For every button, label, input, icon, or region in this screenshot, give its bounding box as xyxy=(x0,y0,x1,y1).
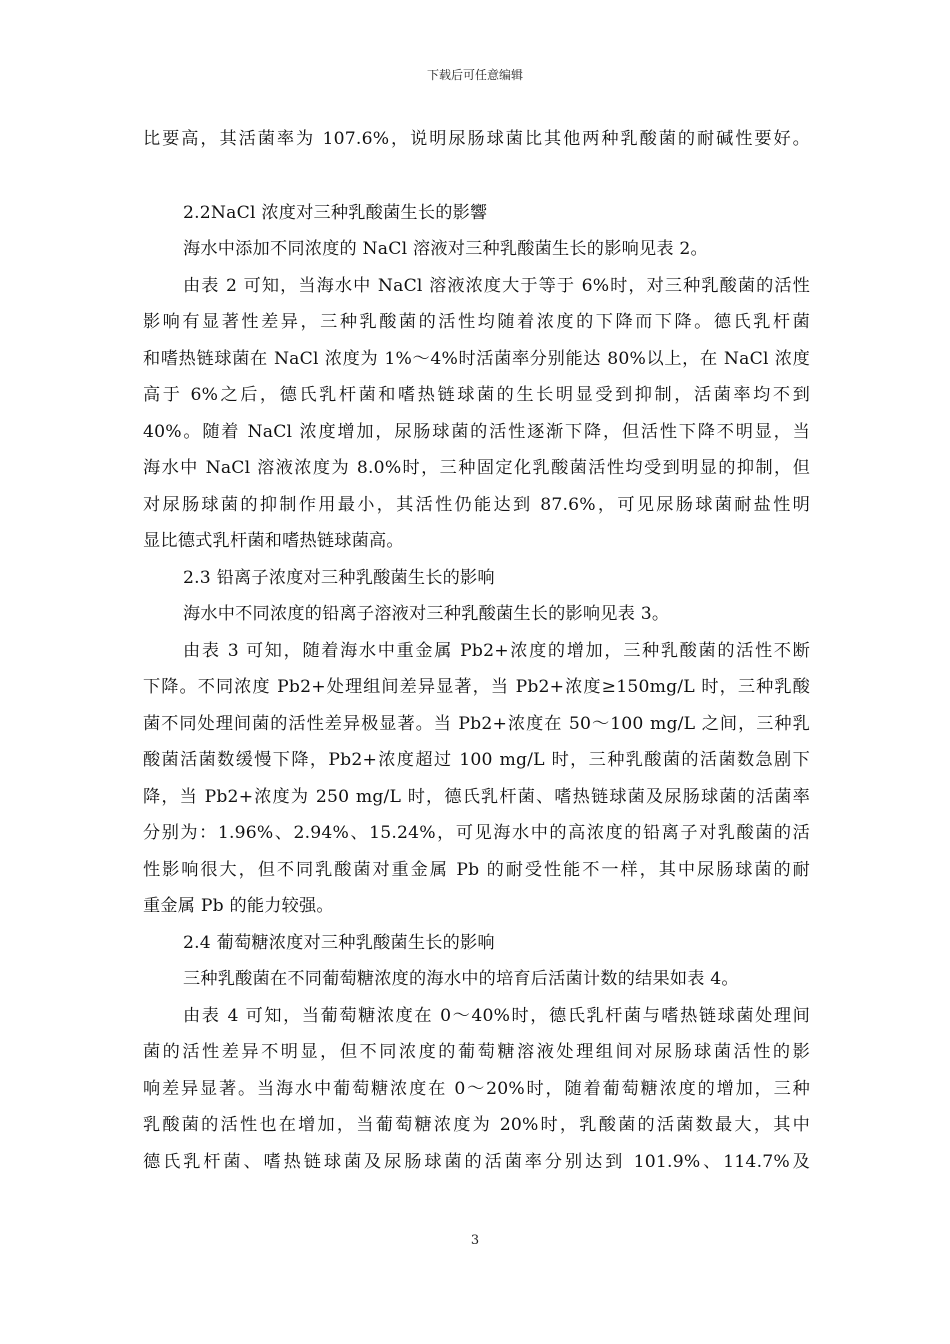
text-line: 菌不同处理间菌的活性差异极显著。当 Pb2+浓度在 50～100 mg/L 之间，三种乳 xyxy=(143,713,810,734)
paragraph xyxy=(143,121,810,158)
text-line: 影响有显著性差异，三种乳酸菌的活性均随着浓度的下降而下降。德氏乳杆菌 xyxy=(143,312,810,332)
paragraph xyxy=(143,231,810,268)
section-heading xyxy=(143,925,810,962)
text-line: 和嗜热链球菌在 NaCl 浓度为 1%～4%时活菌率分别能达 80%以上，在 NaCl 浓度 xyxy=(143,348,810,369)
section-heading xyxy=(143,560,810,597)
text-line: 对尿肠球菌的抑制作用最小，其活性仍能达到 87.6%，可见尿肠球菌耐盐性明 xyxy=(143,494,810,515)
page-number: 3 xyxy=(470,1233,480,1248)
text-line: 乳酸菌的活性也在增加，当葡萄糖浓度为 20%时，乳酸菌的活菌数最大，其中 xyxy=(143,1115,810,1135)
text-line: 菌的活性差异不明显，但不同浓度的葡萄糖溶液处理组间对尿肠球菌活性的影 xyxy=(143,1042,810,1062)
text-line: 由表 2 可知，当海水中 NaCl 溶液浓度大于等于 6%时，对三种乳酸菌的活性 xyxy=(183,275,810,296)
paragraph xyxy=(143,633,810,925)
text-line: 2.3 铅离子浓度对三种乳酸菌生长的影响 xyxy=(183,567,495,588)
paragraph xyxy=(143,961,810,998)
text-line: 2.4 葡萄糖浓度对三种乳酸菌生长的影响 xyxy=(183,932,495,953)
text-line: 海水中添加不同浓度的 NaCl 溶液对三种乳酸菌生长的影响见表 2。 xyxy=(183,239,708,259)
section-heading xyxy=(143,195,810,232)
text-line: 由表 4 可知，当葡萄糖浓度在 0～40%时，德氏乳杆菌与嗜热链球菌处理间 xyxy=(183,1005,810,1026)
text-line: 重金属 Pb 的能力较强。 xyxy=(143,896,334,916)
text-line: 下降。不同浓度 Pb2+处理组间差异显著，当 Pb2+浓度≥150mg/L 时，三种乳酸 xyxy=(143,677,810,697)
text-line: 海水中不同浓度的铅离子溶液对三种乳酸菌生长的影响见表 3。 xyxy=(183,604,670,624)
text-line: 分别为：1.96%、2.94%、15.24%，可见海水中的高浓度的铅离子对乳酸菌的活 xyxy=(143,823,810,843)
text-line: 比要高，其活菌率为 107.6%，说明尿肠球菌比其他两种乳酸菌的耐碱性要好。 xyxy=(143,129,810,149)
text-line: 2.2NaCl 浓度对三种乳酸菌生长的影響 xyxy=(183,202,488,223)
text-line: 40%。随着 NaCl 浓度增加，尿肠球菌的活性逐渐下降，但活性下降不明显，当 xyxy=(143,421,810,442)
paragraph xyxy=(143,268,810,560)
page-header: 下载后可任意编辑 xyxy=(426,68,523,82)
document-body xyxy=(143,121,810,1180)
text-line: 由表 3 可知，随着海水中重金属 Pb2+浓度的增加，三种乳酸菌的活性不断 xyxy=(183,640,810,661)
text-line: 酸菌活菌数缓慢下降，Pb2+浓度超过 100 mg/L 时，三种乳酸菌的活菌数急剧下 xyxy=(143,750,810,770)
text-line: 海水中 NaCl 溶液浓度为 8.0%时，三种固定化乳酸菌活性均受到明显的抑制，但 xyxy=(143,458,810,478)
paragraph xyxy=(143,596,810,633)
text-line: 三种乳酸菌在不同葡萄糖浓度的海水中的培育后活菌计数的结果如表 4。 xyxy=(183,969,739,989)
text-line: 显比德式乳杆菌和嗜热链球菌高。 xyxy=(143,531,404,551)
text-line: 性影响很大，但不同乳酸菌对重金属 Pb 的耐受性能不一样，其中尿肠球菌的耐 xyxy=(143,859,810,880)
section-gap xyxy=(143,158,810,195)
text-line: 德氏乳杆菌、嗜热链球菌及尿肠球菌的活菌率分别达到 101.9%、114.7%及 xyxy=(143,1151,810,1172)
text-line: 降，当 Pb2+浓度为 250 mg/L 时，德氏乳杆菌、嗜热链球菌及尿肠球菌的活菌率 xyxy=(143,786,810,807)
paragraph xyxy=(143,998,810,1181)
text-line: 高于 6%之后，德氏乳杆菌和嗜热链球菌的生长明显受到抑制，活菌率均不到 xyxy=(143,385,810,405)
text-line: 响差异显著。当海水中葡萄糖浓度在 0～20%时，随着葡萄糖浓度的增加，三种 xyxy=(143,1078,810,1099)
